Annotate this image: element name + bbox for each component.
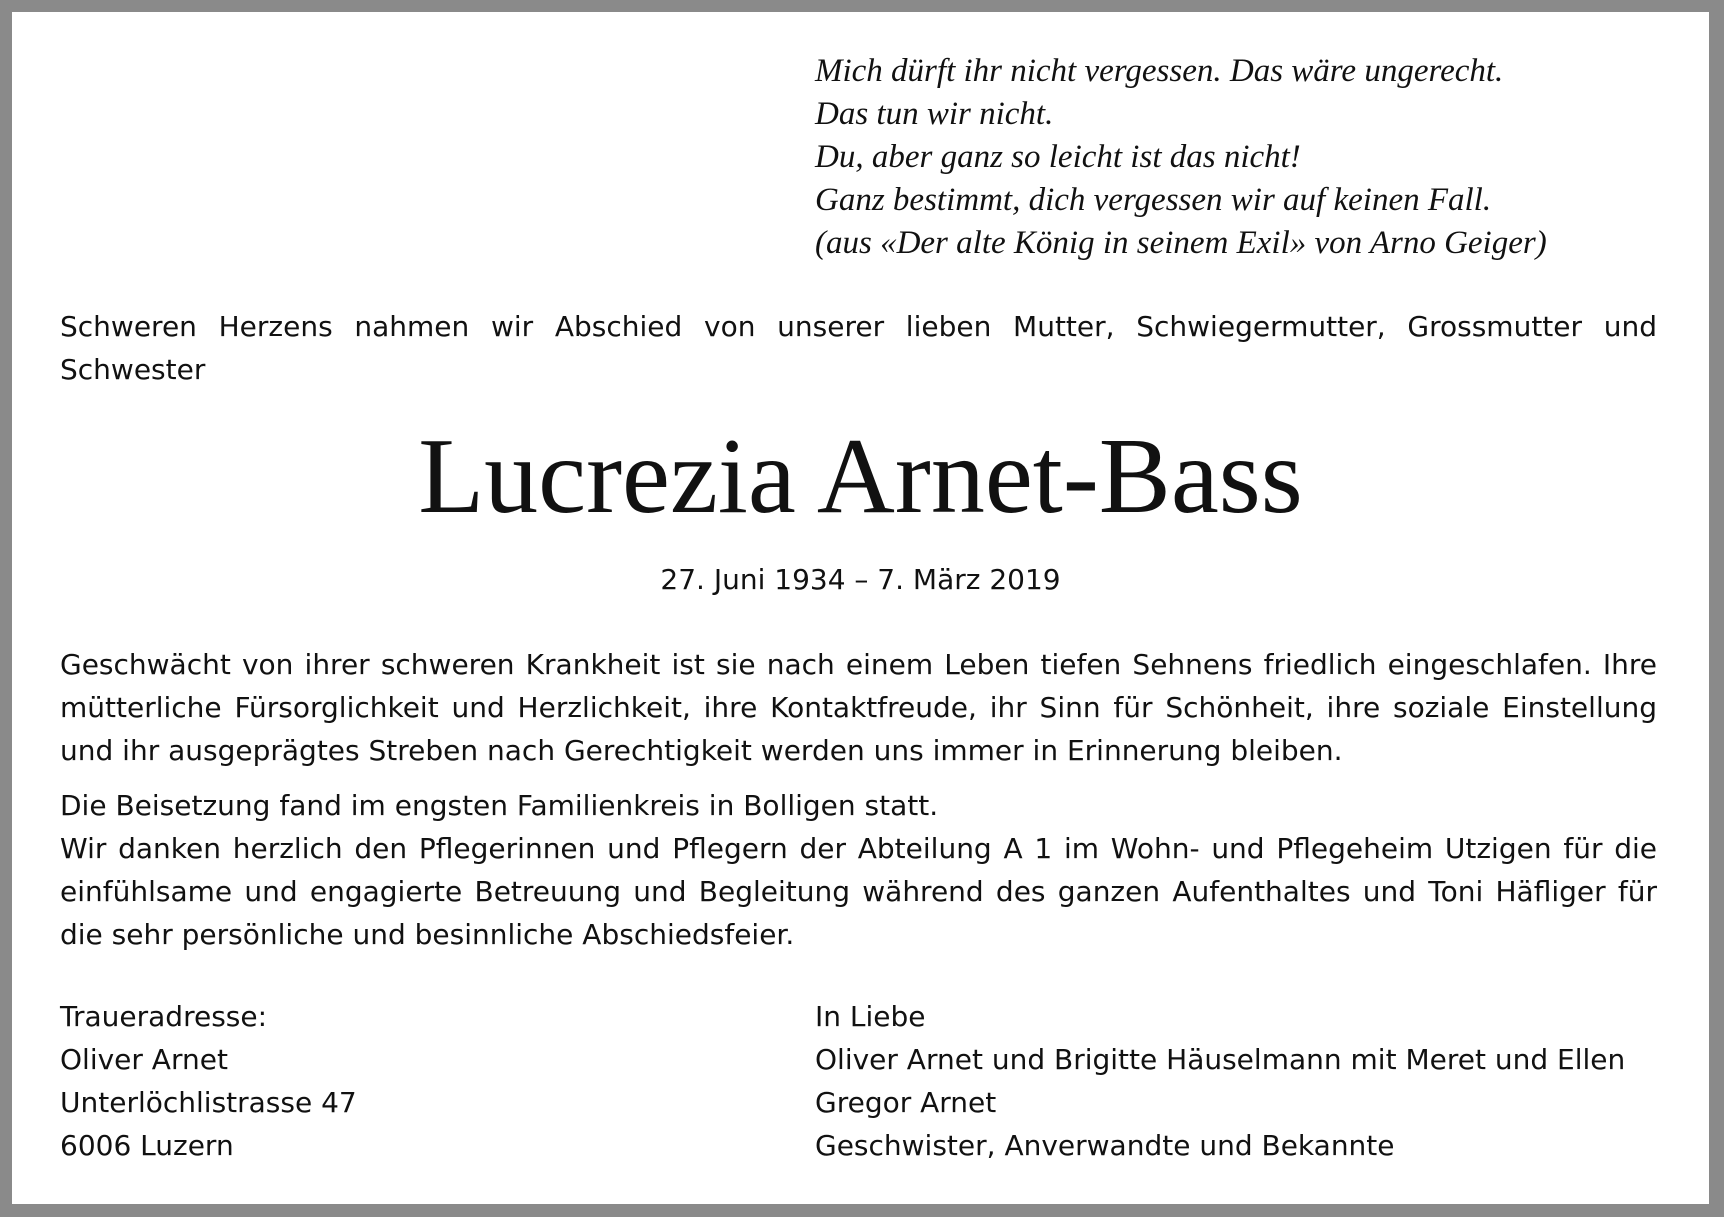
- obituary-card: [12, 12, 1709, 1204]
- burial-note: Die Beisetzung fand im engsten Familienkreis in Bolligen statt.: [60, 789, 939, 822]
- address-city: 6006 Luzern: [60, 1129, 234, 1162]
- address-name: Oliver Arnet: [60, 1043, 228, 1076]
- tribute-paragraph: Geschwächt von ihrer schweren Krankheit ist sie nach einem Leben tiefen Sehnens friedlich eingeschlafen. Ihre mütterliche Fürsorglichkeit und Herzlichkeit, ihre Kontaktfreude, ihr Sinn für Schönheit, ihre soziale Einstellung und ihr ausgeprägtes Streben nach Gerechtigkeit werden uns immer in Erinnerung bleiben.: [60, 648, 1657, 767]
- intro-text: Schweren Herzens nahmen wir Abschied von unserer lieben Mutter, Schwiegermutter, Grossmutter und Schwester: [60, 310, 1657, 386]
- poem-line: Mich dürft ihr nicht vergessen. Das wäre ungerecht.: [815, 53, 1504, 89]
- mourning-address: [60, 995, 760, 1167]
- thanks-paragraph: [60, 784, 1657, 956]
- family-line: Gregor Arnet: [815, 1086, 997, 1119]
- family-line: Geschwister, Anverwandte und Bekannte: [815, 1129, 1395, 1162]
- poem-line: Du, aber ganz so leicht ist das nicht!: [815, 139, 1301, 175]
- family-line: Oliver Arnet und Brigitte Häuselmann mit Meret und Ellen: [815, 1043, 1626, 1076]
- deceased-name: Lucrezia Arnet-Bass: [418, 417, 1303, 536]
- address-label: Traueradresse:: [60, 1000, 268, 1033]
- life-dates: 27. Juni 1934 – 7. März 2019: [660, 563, 1061, 596]
- address-street: Unterlöchlistrasse 47: [60, 1086, 357, 1119]
- poem-source: (aus «Der alte König in seinem Exil» von Arno Geiger): [815, 225, 1547, 261]
- poem-line: Das tun wir nicht.: [815, 96, 1054, 132]
- thanks-text: Wir danken herzlich den Pflegerinnen und Pflegern der Abteilung A 1 im Wohn- und Pflegeheim Utzigen für die einfühlsame und engagierte Betreuung und Begleitung während des ganzen Aufenthaltes und Toni Häfliger für die sehr persönliche und besinnliche Abschiedsfeier.: [60, 832, 1657, 951]
- poem-line: Ganz bestimmt, dich vergessen wir auf keinen Fall.: [815, 182, 1492, 218]
- poem-quote: [815, 50, 1695, 265]
- family-signature: [815, 995, 1695, 1167]
- family-label: In Liebe: [815, 1000, 926, 1033]
